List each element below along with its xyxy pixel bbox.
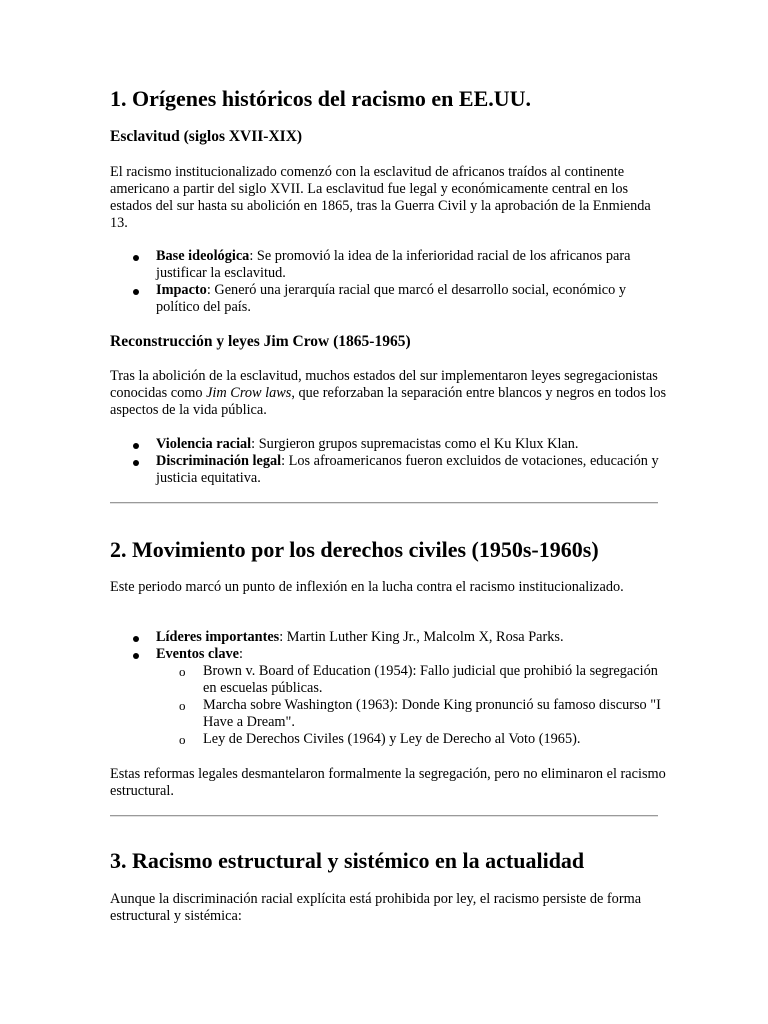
paragraph-text: Tras la abolición de la esclavitud, muchos estados del sur implementaron leyes segregacionistas conocidas como (110, 368, 658, 401)
bullet-dot (133, 443, 139, 449)
sub-bullet-brown: Brown v. Board of Education (1954): Fallo judicial que prohibió la segregación en escuelas públicas. (203, 663, 658, 696)
bullet-impacto (156, 282, 666, 316)
subsection-esclavitud-heading: Esclavitud (siglos XVII-XIX) (110, 128, 303, 145)
bullet-text: : Martin Luther King Jr., Malcolm X, Rosa Parks. (279, 629, 564, 645)
paragraph-text: , que reforzaban la separación entre blancos y negros en todos los aspectos de la vida pública. (110, 385, 667, 418)
bullet-term: Líderes importantes (156, 629, 280, 645)
bullet-text: : Surgieron grupos supremacistas como el Ku Klux Klan. (251, 436, 579, 452)
bullet-term: Eventos clave (156, 646, 239, 662)
section-1-heading: 1. Orígenes históricos del racismo en EE.UU. (110, 86, 532, 111)
bullet-term: Impacto (156, 282, 207, 298)
bullet-base-ideologica (156, 248, 666, 282)
sub-bullet-leyes: Ley de Derechos Civiles (1964) y Ley de Derecho al Voto (1965). (203, 731, 581, 747)
section-divider (110, 502, 658, 504)
bullet-dot (133, 653, 139, 659)
bullet-discriminacion-legal (156, 453, 666, 487)
section-3-intro: Aunque la discriminación racial explícita está prohibida por ley, el racismo persiste de forma estructural y sistémica: (110, 891, 642, 924)
bullet-term: Discriminación legal (156, 453, 282, 469)
bullet-text: : Los afroamericanos fueron excluidos de votaciones, educación y justicia equitativa. (156, 453, 659, 486)
bullet-dot (133, 636, 139, 642)
bullet-term: Base ideológica (156, 248, 250, 264)
section-3-heading: 3. Racismo estructural y sistémico en la actualidad (110, 848, 585, 873)
jim-crow-paragraph (110, 368, 670, 419)
section-2-heading: 2. Movimiento por los derechos civiles (1950s-1960s) (110, 537, 599, 562)
esclavitud-paragraph: El racismo institucionalizado comenzó con la esclavitud de africanos traídos al continente americano a partir del siglo XVII. La esclavitud fue legal y económicamente central en los estados del sur hasta su abolición en 1865, tras la Guerra Civil y la aprobación de la Enmienda 13. (110, 164, 651, 231)
sub-bullet-marker: o (179, 698, 186, 713)
bullet-text: : Se promovió la idea de la inferioridad racial de los africanos para justificar la esclavitud. (156, 248, 631, 281)
bullet-dot (133, 289, 139, 295)
bullet-text: : Generó una jerarquía racial que marcó el desarrollo social, económico y político del país. (156, 282, 627, 315)
bullet-eventos-clave (156, 646, 666, 663)
section-divider (110, 815, 658, 817)
bullet-violencia-racial (156, 436, 666, 453)
subsection-jim-crow-heading: Reconstrucción y leyes Jim Crow (1865-1965) (110, 333, 411, 350)
section-2-outro: Estas reformas legales desmantelaron formalmente la segregación, pero no eliminaron el racismo estructural. (110, 766, 666, 799)
section-2-intro: Este periodo marcó un punto de inflexión en la lucha contra el racismo institucionalizado. (110, 579, 624, 595)
sub-bullet-marker: o (179, 732, 186, 747)
bullet-dot (133, 255, 139, 261)
jim-crow-laws-italic: Jim Crow laws (206, 385, 292, 401)
bullet-term: Violencia racial (156, 436, 252, 452)
sub-bullet-marker: o (179, 664, 186, 679)
bullet-dot (133, 460, 139, 466)
sub-bullet-marcha: Marcha sobre Washington (1963): Donde King pronunció su famoso discurso "I Have a Dream". (203, 697, 661, 730)
bullet-lideres (156, 629, 666, 646)
bullet-text: : (239, 646, 243, 662)
